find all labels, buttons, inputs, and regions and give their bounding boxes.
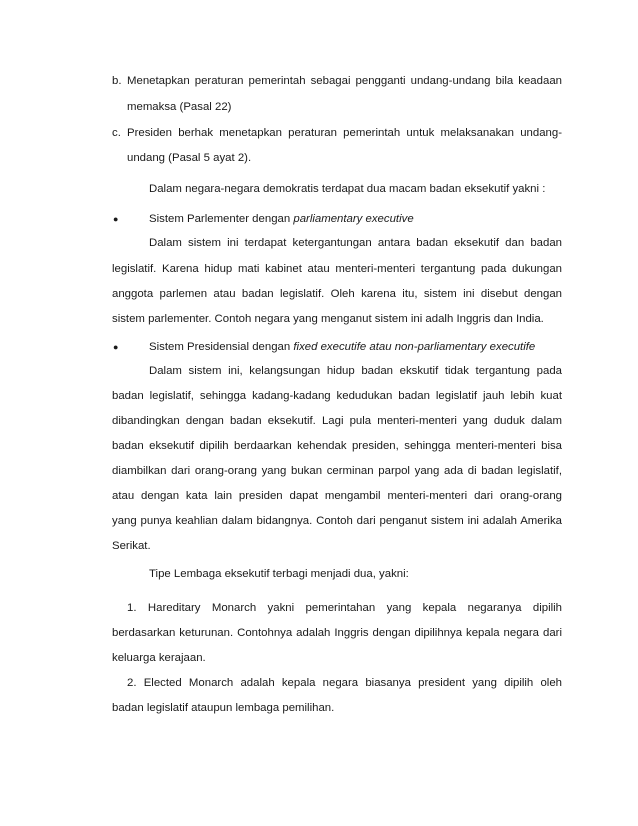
- type-1-line-2: berdasarkan keturunan. Contohnya adalah Inggris dengan dipilihnya kepala negara dari: [112, 627, 562, 639]
- type-1-line-1: 1. Hareditary Monarch yakni pemerintahan yang kepala negaranya dipilih: [127, 602, 562, 614]
- bullet-2-title-plain: Sistem Presidensial dengan: [149, 341, 294, 353]
- bullet-1-title-plain: Sistem Parlementer dengan: [149, 213, 294, 225]
- bullet-1-line-4: sistem parlementer. Contoh negara yang menganut sistem ini adalh Inggris dan India.: [112, 313, 544, 325]
- bullet-1-line-3: anggota parlemen atau badan legislatif. Oleh karena itu, sistem ini disebut dengan: [112, 288, 562, 300]
- bullet-point-icon: ●: [113, 214, 119, 224]
- bullet-2-title: [149, 340, 535, 355]
- type-2-line-1: 2. Elected Monarch adalah kepala negara biasanya president yang dipilih oleh: [127, 677, 562, 689]
- bullet-1-line-1: Dalam sistem ini terdapat ketergantungan antara badan eksekutif dan badan: [149, 237, 562, 249]
- intro-types-paragraph: Tipe Lembaga eksekutif terbagi menjadi dua, yakni:: [149, 568, 409, 580]
- list-marker-b: b.: [112, 75, 122, 87]
- bullet-2-line-8: Serikat.: [112, 540, 151, 552]
- bullet-2-line-2: badan legislatif, sehingga kadang-kadang kedudukan badan legislatif jauh lebih kuat: [112, 390, 562, 402]
- bullet-1-line-2: legislatif. Karena hidup mati kabinet atau menteri-menteri tergantung pada dukungan: [112, 263, 562, 275]
- bullet-1-title: [149, 212, 414, 227]
- intro-executive-paragraph: Dalam negara-negara demokratis terdapat dua macam badan eksekutif yakni :: [149, 183, 546, 195]
- bullet-2-title-italic: fixed executife atau non-parliamentary executife: [293, 341, 536, 353]
- list-item-b-line-1: Menetapkan peraturan pemerintah sebagai pengganti undang-undang bila keadaan: [127, 75, 562, 87]
- list-item-b-line-2: memaksa (Pasal 22): [127, 101, 232, 113]
- list-marker-c: c.: [112, 127, 121, 139]
- bullet-2-line-1: Dalam sistem ini, kelangsungan hidup badan ekskutif tidak tergantung pada: [149, 365, 562, 377]
- bullet-1-title-italic: parliamentary executive: [293, 213, 414, 225]
- type-2-line-2: badan legislatif ataupun lembaga pemilihan.: [112, 702, 335, 714]
- list-item-c-line-2: undang (Pasal 5 ayat 2).: [127, 152, 252, 164]
- bullet-point-icon: ●: [113, 342, 119, 352]
- list-item-c-line-1: Presiden berhak menetapkan peraturan pemerintah untuk melaksanakan undang-: [127, 127, 562, 139]
- bullet-2-line-7: yang punya keahlian dalam bidangnya. Contoh dari penganut sistem ini adalah Amerika: [112, 515, 562, 527]
- bullet-2-line-4: badan eksekutif dipilih berdaarkan kehendak presiden, sehingga menteri-menteri bisa: [112, 440, 562, 452]
- bullet-2-line-3: dibandingkan dengan badan eksekutif. Lagi pula menteri-menteri yang duduk dalam: [112, 415, 562, 427]
- bullet-2-line-5: diambilkan dari orang-orang yang bukan cerminan parpol yang ada di badan legislatif,: [112, 465, 562, 477]
- bullet-2-line-6: atau dengan kata lain presiden dapat mengambil menteri-menteri dari orang-orang: [112, 490, 562, 502]
- type-1-line-3: keluarga kerajaan.: [112, 652, 206, 664]
